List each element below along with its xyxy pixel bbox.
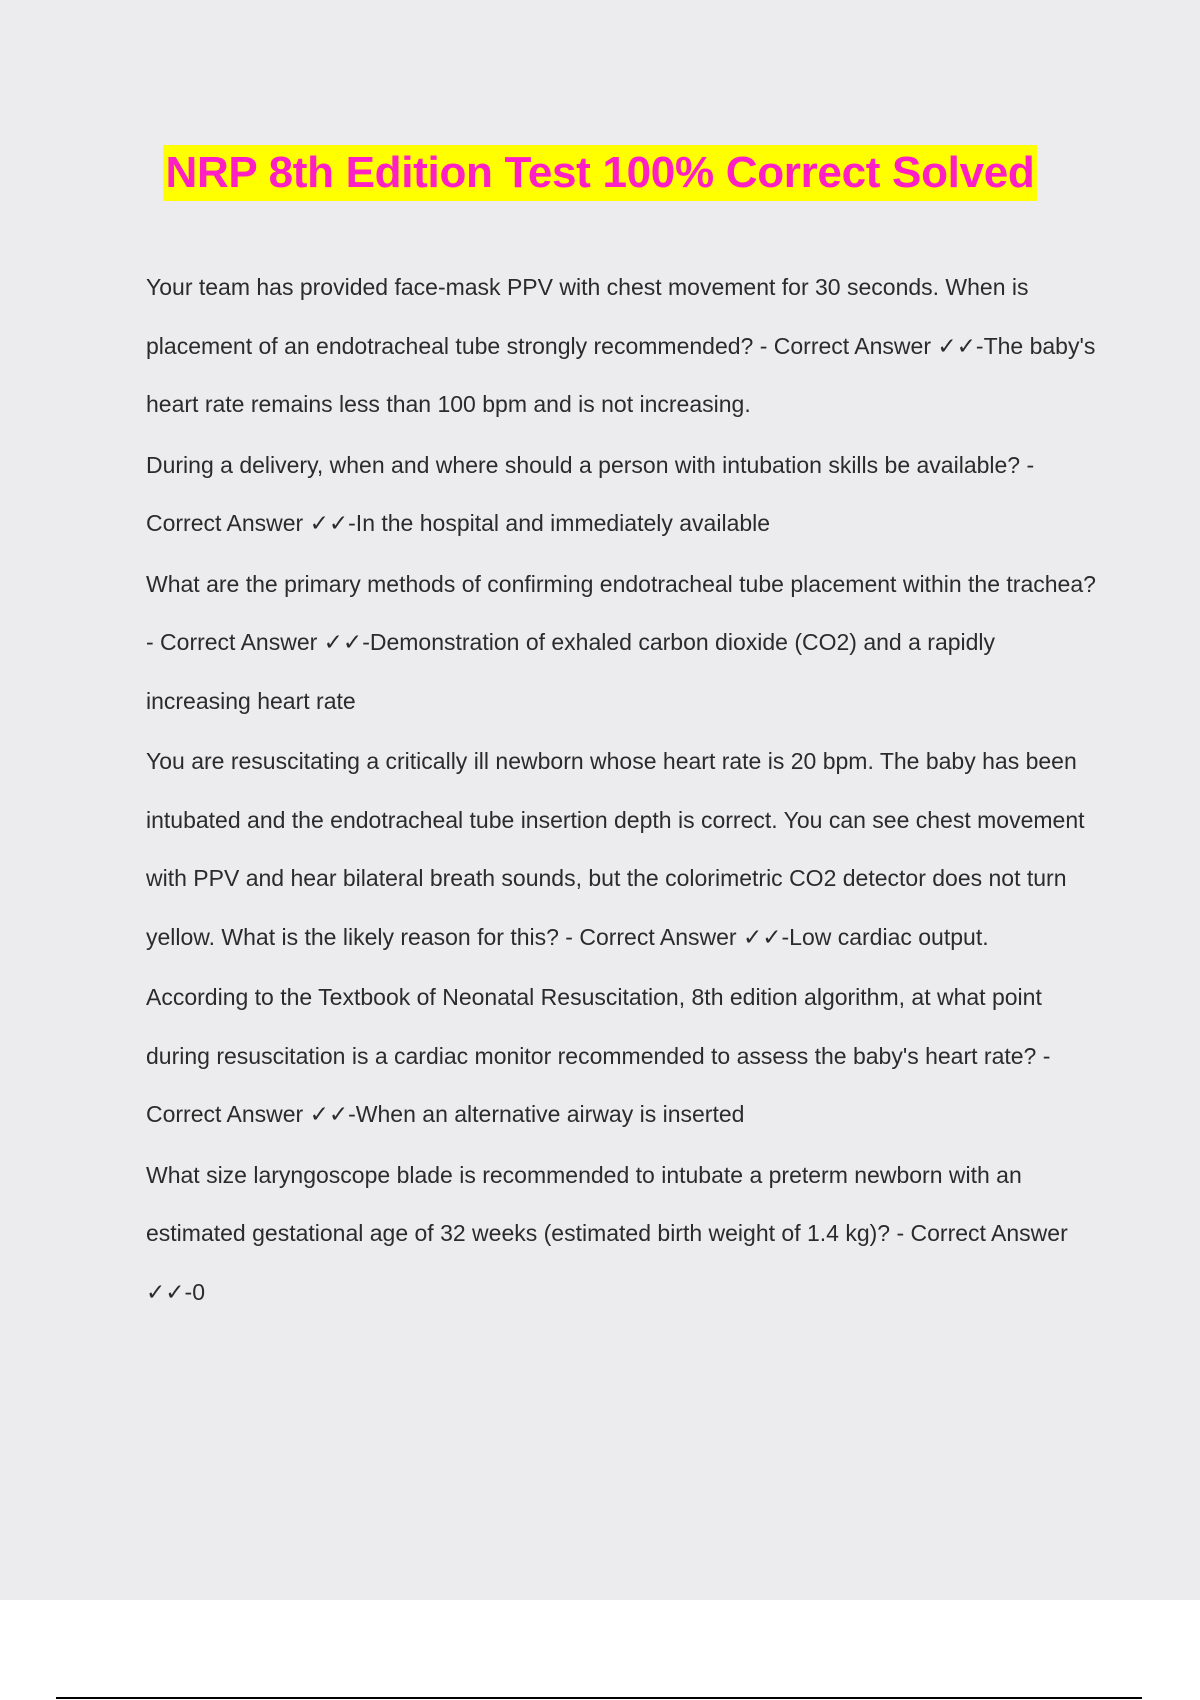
qa-item: You are resuscitating a critically ill newborn whose heart rate is 20 bpm. The baby has been intubated and the endotracheal tube insertion depth is correct. You can see chest movement with PPV and hear bilateral breath sounds, but the colorimetric CO2 detector does not turn yellow. What is the likely reason for this? - Correct Answer ✓✓-Low cardiac output. [146,748,1085,950]
footer-divider [56,1697,1142,1699]
qa-item: What size laryngoscope blade is recommended to intubate a preterm newborn with an estimated gestational age of 32 weeks (estimated birth weight of 1.4 kg)? - Correct Answer ✓✓-0 [146,1161,1068,1305]
qa-list [146,258,1096,1321]
qa-item: Your team has provided face-mask PPV with chest movement for 30 seconds. When is placement of an endotracheal tube strongly recommended? - Correct Answer ✓✓-The baby's heart rate remains less than 100 bpm and is not increasing. [146,274,1096,417]
document-title: NRP 8th Edition Test 100% Correct Solved [163,145,1036,201]
qa-item: According to the Textbook of Neonatal Resuscitation, 8th edition algorithm, at what point during resuscitation is a cardiac monitor recommended to assess the baby's heart rate? - Correct Answer ✓✓-When an alternative airway is inserted [146,984,1051,1127]
title-container [0,145,1200,201]
qa-item: What are the primary methods of confirming endotracheal tube placement within the trachea? - Correct Answer ✓✓-Demonstration of exhaled carbon dioxide (CO2) and a rapidly increasing heart rate [146,570,1096,714]
qa-item: During a delivery, when and where should a person with intubation skills be available? - Correct Answer ✓✓-In the hospital and immediately available [146,451,1035,536]
